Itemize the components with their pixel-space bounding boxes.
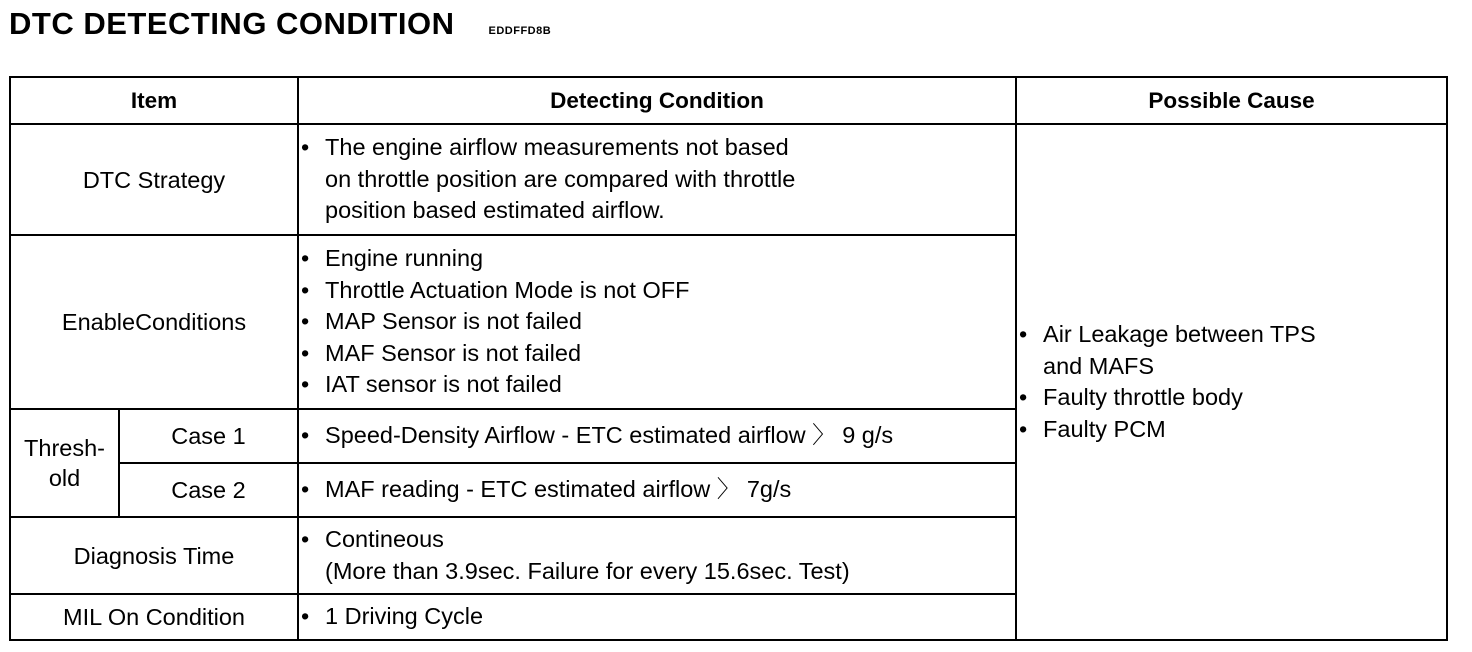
- threshold-label-line: Thresh-: [24, 435, 105, 461]
- list-item: [1017, 319, 1446, 382]
- item-threshold: [10, 409, 119, 517]
- list-item: • IAT sensor is not failed: [299, 369, 1015, 401]
- condition-case-2: [298, 463, 1016, 517]
- list-item: • MAP Sensor is not failed: [299, 306, 1015, 338]
- condition-case-1: [298, 409, 1016, 463]
- condition-dtc-strategy: [298, 124, 1016, 235]
- list-item: • Speed-Density Airflow - ETC estimated airflow 〉 9 g/s: [299, 420, 1015, 452]
- list-item: • Faulty PCM: [1017, 414, 1446, 446]
- item-mil-on-condition: MIL On Condition: [10, 594, 298, 640]
- list-item: • Engine running: [299, 243, 1015, 275]
- condition-diagnosis-time: [298, 517, 1016, 594]
- strategy-line: • The engine airflow measurements not based: [325, 134, 789, 161]
- condition-enable-conditions: [298, 235, 1016, 409]
- threshold-label-line: old: [48, 465, 81, 491]
- possible-cause-cell: [1016, 124, 1447, 640]
- header-detecting-condition: Detecting Condition: [298, 77, 1016, 124]
- heading: [9, 6, 551, 46]
- condition-mil-on-condition: [298, 594, 1016, 640]
- document-code: EDDFFD8B: [488, 25, 552, 37]
- diagnosis-line: (More than 3.9sec. Failure for every 15.6sec. Test): [325, 557, 850, 584]
- page-title: DTC DETECTING CONDITION: [9, 6, 455, 41]
- header-item: Item: [10, 77, 298, 124]
- list-item: [299, 524, 1015, 587]
- header-possible-cause: Possible Cause: [1016, 77, 1447, 124]
- list-item: • Throttle Actuation Mode is not OFF: [299, 275, 1015, 307]
- list-item: • 1 Driving Cycle: [299, 601, 1015, 633]
- cause-line: and MAFS: [1043, 352, 1155, 379]
- item-enable-conditions: EnableConditions: [10, 235, 298, 409]
- dtc-table: [9, 76, 1448, 641]
- list-item: • MAF Sensor is not failed: [299, 338, 1015, 370]
- header-row: [10, 77, 1447, 124]
- table-row-dtc-strategy: [10, 124, 1447, 235]
- list-item: [299, 132, 1015, 227]
- strategy-line: position based estimated airflow.: [325, 197, 665, 224]
- strategy-line: on throttle position are compared with throttle: [325, 165, 796, 192]
- item-case-2: Case 2: [119, 463, 298, 517]
- list-item: • Faulty throttle body: [1017, 382, 1446, 414]
- item-case-1: Case 1: [119, 409, 298, 463]
- cause-line: • Air Leakage between TPS: [1043, 321, 1316, 347]
- diagnosis-line: • Contineous: [325, 526, 444, 552]
- item-diagnosis-time: Diagnosis Time: [10, 517, 298, 594]
- list-item: • MAF reading - ETC estimated airflow 〉 7g/s: [299, 474, 1015, 506]
- item-dtc-strategy: DTC Strategy: [10, 124, 298, 235]
